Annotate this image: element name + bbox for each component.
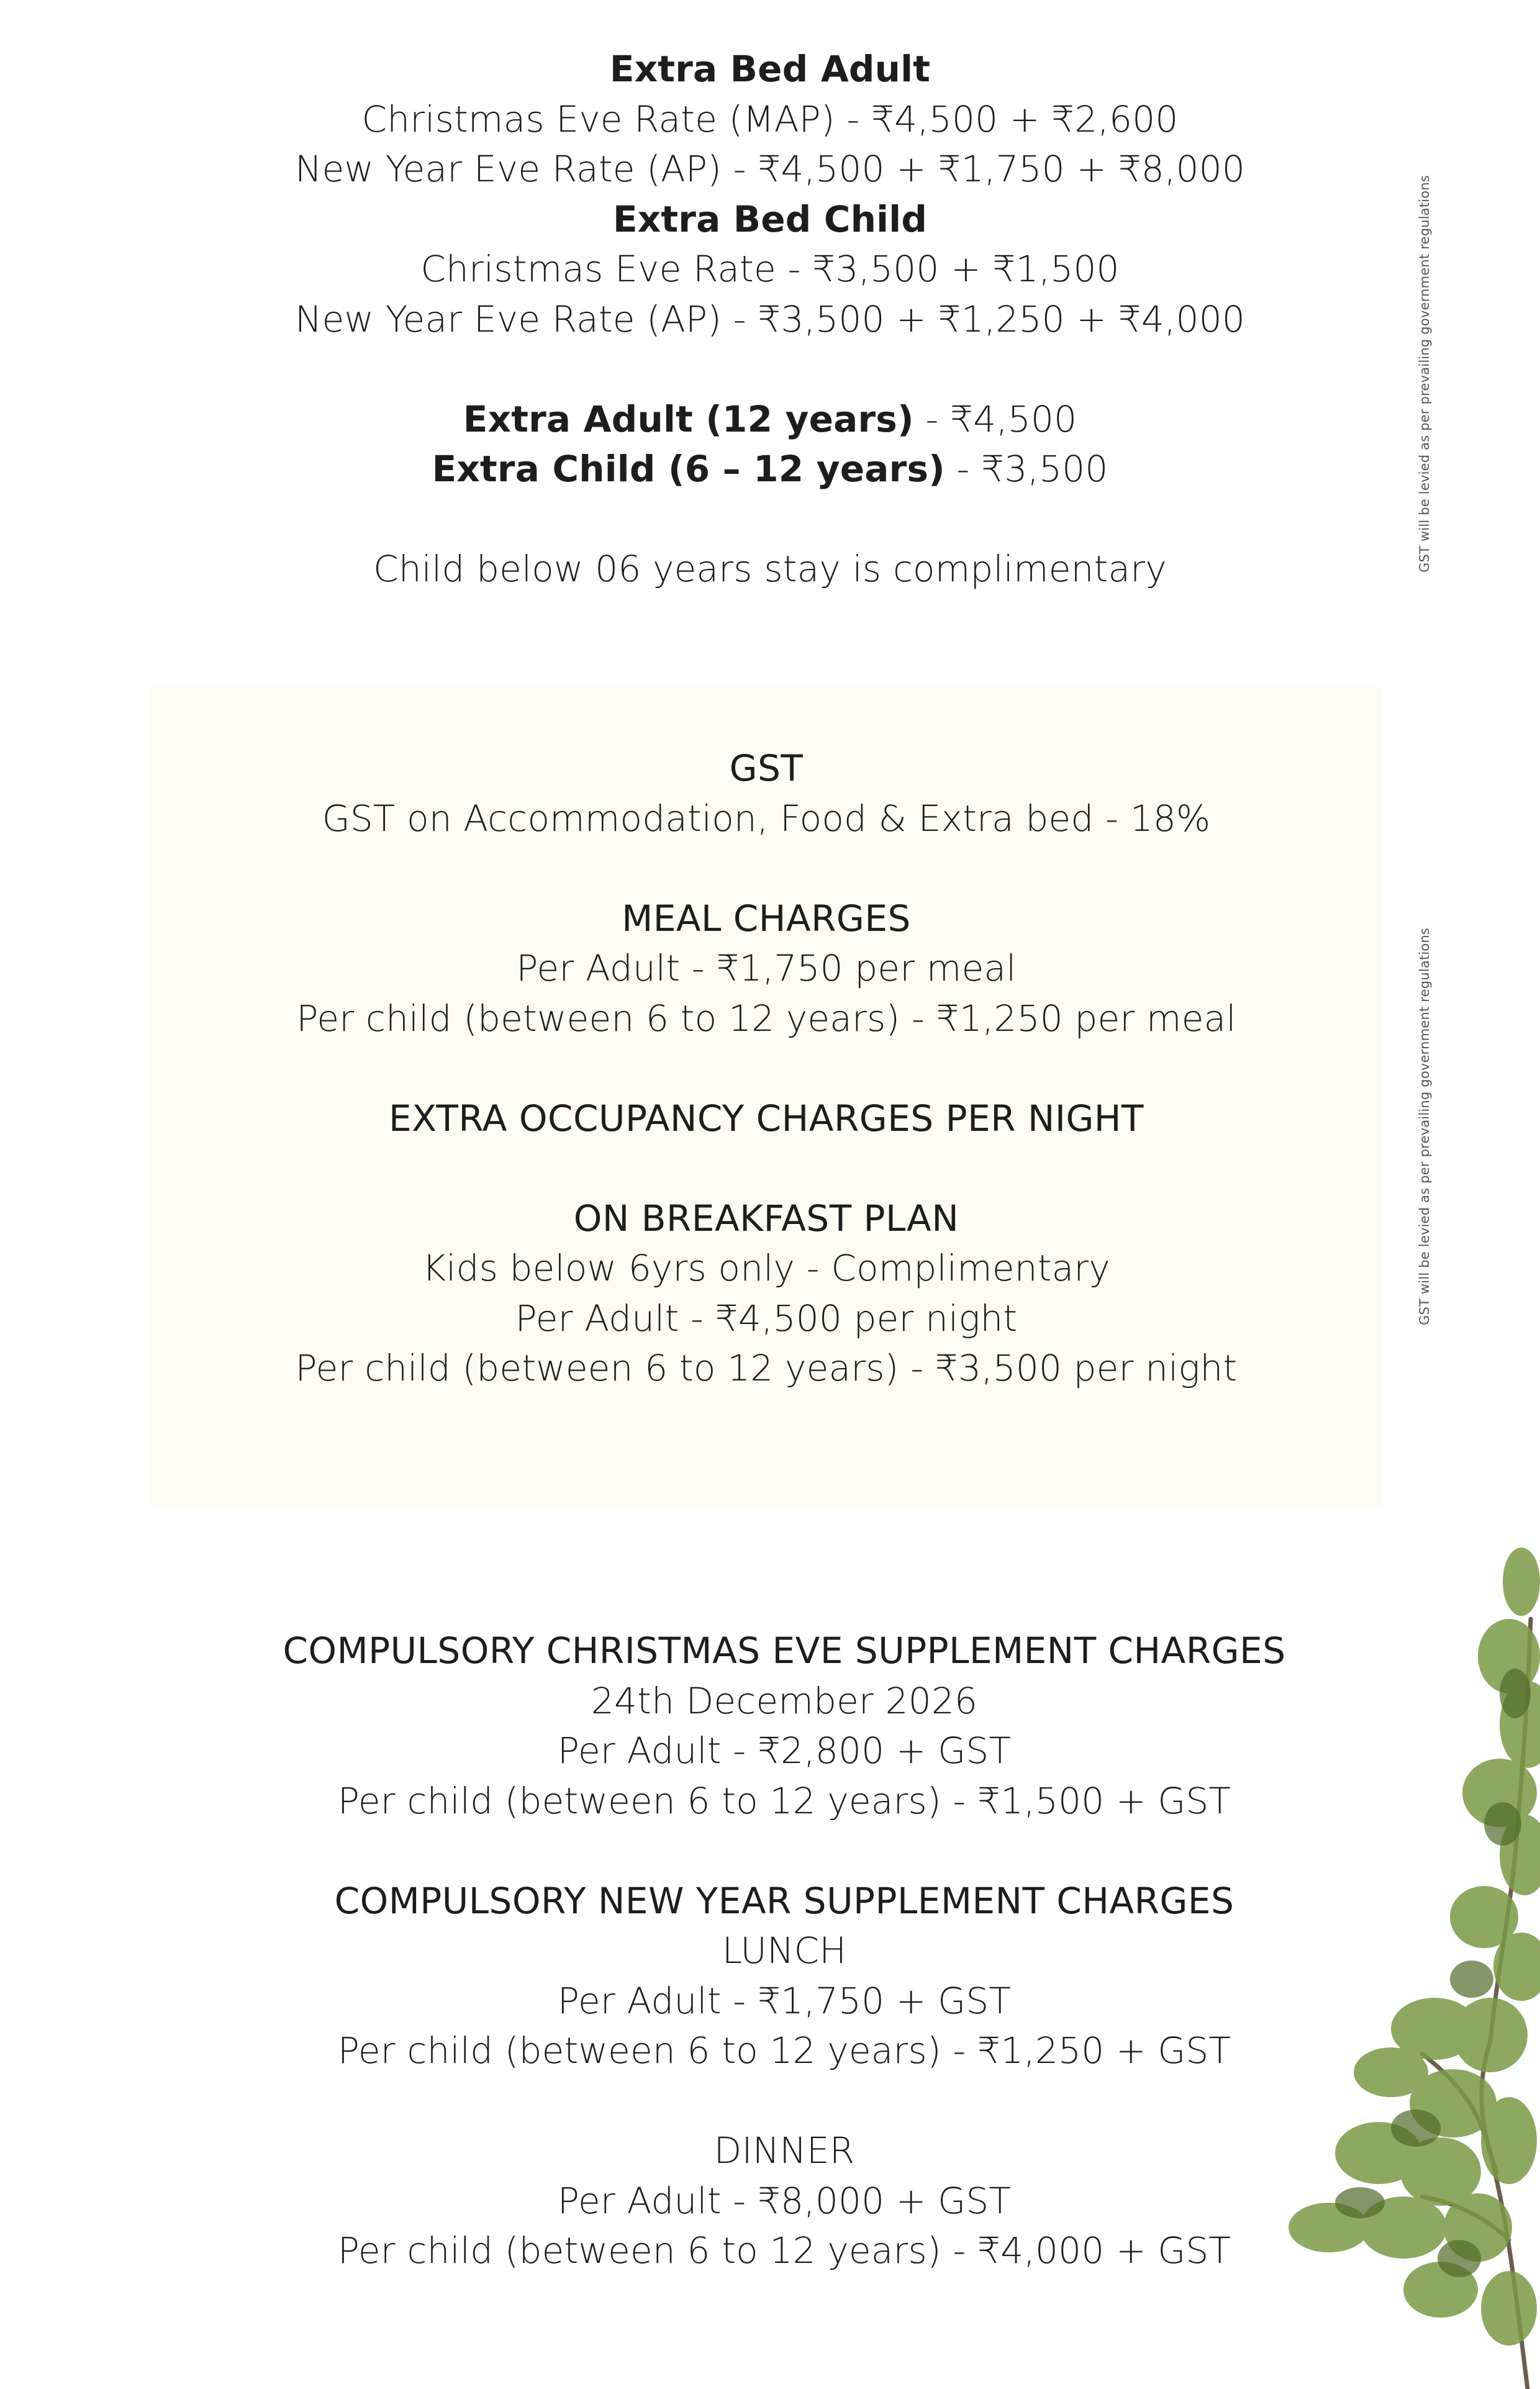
extra-occupancy-title: EXTRA OCCUPANCY CHARGES PER NIGHT bbox=[389, 1097, 1144, 1140]
child-complimentary-note: Child below 06 years stay is complimentary bbox=[373, 548, 1167, 590]
extra-bed-child-newyear: New Year Eve Rate (AP) - ₹3,500 + ₹1,250 + ₹4,000 bbox=[295, 297, 1245, 340]
extra-adult-line bbox=[0, 394, 1540, 445]
extra-child-line bbox=[0, 444, 1540, 494]
extra-child-value: - ₹3,500 bbox=[944, 448, 1108, 490]
extra-child-label: Extra Child (6 – 12 years) bbox=[432, 448, 945, 490]
breakfast-child: Per child (between 6 to 12 years) - ₹3,500 per night bbox=[295, 1347, 1238, 1389]
extra-adult-label: Extra Adult (12 years) bbox=[463, 397, 914, 440]
extra-bed-child-christmas: Christmas Eve Rate - ₹3,500 + ₹1,500 bbox=[420, 248, 1120, 290]
extra-bed-adult-christmas: Christmas Eve Rate (MAP) - ₹4,500 + ₹2,600 bbox=[361, 97, 1179, 140]
lunch-child: Per child (between 6 to 12 years) - ₹1,250 + GST bbox=[337, 2029, 1231, 2072]
lunch-title: LUNCH bbox=[722, 1929, 847, 1972]
dinner-child: Per child (between 6 to 12 years) - ₹4,000 + GST bbox=[337, 2229, 1231, 2272]
christmas-date: 24th December 2026 bbox=[591, 1679, 978, 1722]
tree-illustration bbox=[1217, 1544, 1540, 2389]
christmas-supplement-title: COMPULSORY CHRISTMAS EVE SUPPLEMENT CHARGES bbox=[283, 1630, 1286, 1672]
gst-side-note-top: GST will be levied as per prevailing government regulations bbox=[1417, 175, 1432, 573]
dinner-adult: Per Adult - ₹8,000 + GST bbox=[557, 2179, 1012, 2222]
newyear-supplement-title: COMPULSORY NEW YEAR SUPPLEMENT CHARGES bbox=[334, 1879, 1234, 1922]
extra-bed-adult-newyear: New Year Eve Rate (AP) - ₹4,500 + ₹1,750 + ₹8,000 bbox=[295, 148, 1245, 190]
gst-side-note-middle: GST will be levied as per prevailing government regulations bbox=[1417, 927, 1432, 1325]
breakfast-adult: Per Adult - ₹4,500 per night bbox=[515, 1297, 1018, 1340]
lunch-adult: Per Adult - ₹1,750 + GST bbox=[557, 1979, 1012, 2022]
extra-bed-child-title: Extra Bed Child bbox=[612, 197, 928, 240]
extra-bed-adult-title: Extra Bed Adult bbox=[609, 48, 931, 90]
meal-adult: Per Adult - ₹1,750 per meal bbox=[516, 947, 1017, 989]
meal-charges-title: MEAL CHARGES bbox=[622, 897, 911, 940]
christmas-child: Per child (between 6 to 12 years) - ₹1,500 + GST bbox=[337, 1779, 1231, 1822]
extra-bed-section bbox=[0, 44, 1540, 594]
breakfast-kids: Kids below 6yrs only - Complimentary bbox=[422, 1247, 1110, 1289]
extra-adult-value: - ₹4,500 bbox=[913, 397, 1077, 440]
dinner-title: DINNER bbox=[713, 2129, 855, 2172]
breakfast-plan-title: ON BREAKFAST PLAN bbox=[573, 1197, 959, 1240]
gst-line: GST on Accommodation, Food & Extra bed - 18% bbox=[322, 797, 1211, 840]
gst-title: GST bbox=[729, 747, 804, 789]
gst-meal-section bbox=[151, 743, 1382, 1394]
meal-child: Per child (between 6 to 12 years) - ₹1,250 per meal bbox=[296, 997, 1236, 1040]
christmas-adult: Per Adult - ₹2,800 + GST bbox=[557, 1729, 1012, 1772]
